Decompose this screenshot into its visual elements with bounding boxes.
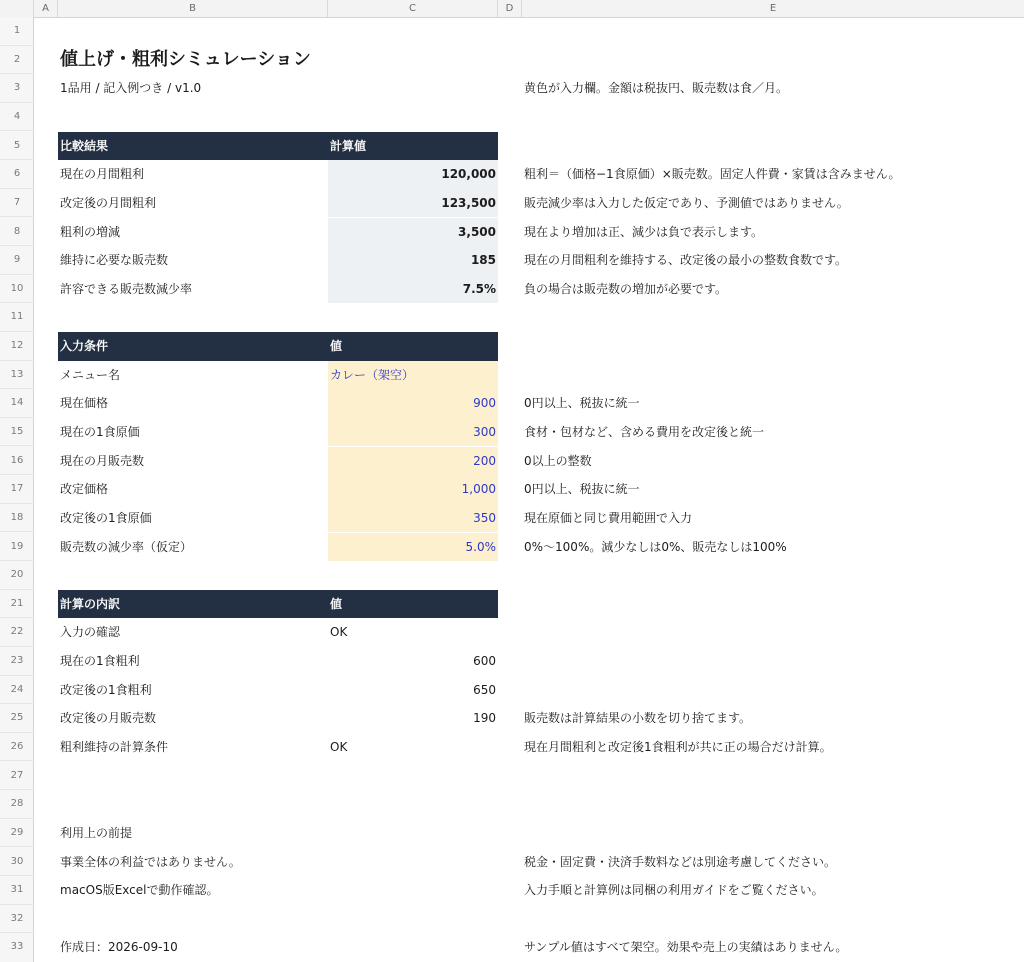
inputs-header-label[interactable]: 入力条件 <box>58 332 328 361</box>
input-label[interactable]: 販売数の減少率（仮定） <box>60 539 193 554</box>
row-header[interactable]: 9 <box>0 246 34 275</box>
input-label[interactable]: メニュー名 <box>60 367 121 382</box>
breakdown-new-unit-profit[interactable]: 650 <box>473 682 496 697</box>
row-header[interactable]: 23 <box>0 647 34 676</box>
input-label[interactable]: 現在価格 <box>60 396 109 411</box>
row-header[interactable]: 15 <box>0 418 34 447</box>
row-header-bar <box>0 17 34 962</box>
result-note[interactable]: 負の場合は販売数の増加が必要です。 <box>524 281 728 296</box>
sample-note[interactable]: サンプル値はすべて架空。効果や売上の実績はありません。 <box>524 940 848 955</box>
breakdown-label[interactable]: 粗利維持の計算条件 <box>60 739 169 754</box>
column-header[interactable]: C <box>328 0 498 17</box>
input-label[interactable]: 現在の月販売数 <box>60 453 145 468</box>
premise-line[interactable]: 事業全体の利益ではありません。 <box>60 854 241 869</box>
row-header[interactable]: 22 <box>0 618 34 647</box>
input-label[interactable]: 改定後の1食原価 <box>60 510 152 525</box>
row-header[interactable]: 14 <box>0 389 34 418</box>
breakdown-input-check[interactable]: OK <box>330 625 348 640</box>
input-note[interactable]: 現在原価と同じ費用範囲で入力 <box>524 510 693 525</box>
result-label[interactable]: 許容できる販売数減少率 <box>60 281 193 296</box>
row-header[interactable]: 18 <box>0 504 34 533</box>
row-header[interactable]: 13 <box>0 361 34 390</box>
result-note[interactable]: 粗利＝（価格−1食原価）×販売数。固定人件費・家賃は含みません。 <box>524 167 901 182</box>
result-value-allowable-decline[interactable]: 7.5% <box>328 275 498 304</box>
premise-note[interactable]: 入力手順と計算例は同梱の利用ガイドをご覧ください。 <box>524 883 824 898</box>
column-header-bar <box>0 0 1024 18</box>
row-header[interactable]: 20 <box>0 561 34 590</box>
inputs-header-value[interactable]: 値 <box>328 332 498 361</box>
row-header[interactable]: 7 <box>0 189 34 218</box>
result-value-profit-change[interactable]: 3,500 <box>328 218 498 247</box>
result-label[interactable]: 改定後の月間粗利 <box>60 195 157 210</box>
results-header-value[interactable]: 計算値 <box>328 132 498 161</box>
breakdown-note[interactable]: 販売数は計算結果の小数を切り捨てます。 <box>524 711 752 726</box>
row-header[interactable]: 4 <box>0 103 34 132</box>
row-header[interactable]: 24 <box>0 676 34 705</box>
column-header[interactable]: A <box>34 0 58 17</box>
row-header[interactable]: 25 <box>0 704 34 733</box>
column-header[interactable]: B <box>58 0 328 17</box>
breakdown-note[interactable]: 現在月間粗利と改定後1食粗利が共に正の場合だけ計算。 <box>524 739 832 754</box>
result-label[interactable]: 維持に必要な販売数 <box>60 253 169 268</box>
breakdown-new-monthly-sales[interactable]: 190 <box>473 711 496 726</box>
input-current-unit-cost[interactable]: 300 <box>328 418 498 447</box>
result-note[interactable]: 現在より増加は正、減少は負で表示します。 <box>524 224 764 239</box>
row-header[interactable]: 27 <box>0 762 34 791</box>
result-value-required-sales[interactable]: 185 <box>328 246 498 275</box>
premise-note[interactable]: 税金・固定費・決済手数料などは別途考慮してください。 <box>524 854 837 869</box>
row-header[interactable]: 11 <box>0 303 34 332</box>
breakdown-label[interactable]: 入力の確認 <box>60 625 121 640</box>
row-header[interactable]: 26 <box>0 733 34 762</box>
breakdown-label[interactable]: 改定後の月販売数 <box>60 711 157 726</box>
row-header[interactable]: 6 <box>0 160 34 189</box>
select-all-corner[interactable] <box>0 0 34 17</box>
input-note[interactable]: 食材・包材など、含める費用を改定後と統一 <box>524 424 765 439</box>
premise-label[interactable]: 利用上の前提 <box>60 825 133 840</box>
row-header[interactable]: 5 <box>0 132 34 161</box>
input-label[interactable]: 改定価格 <box>60 482 109 497</box>
input-menu-name[interactable]: カレー（架空） <box>328 361 498 390</box>
column-header[interactable]: E <box>769 3 777 14</box>
input-note[interactable]: 0円以上、税抜に統一 <box>524 396 640 411</box>
sheet-subtitle[interactable]: 1品用 / 記入例つき / v1.0 <box>60 81 202 96</box>
row-header[interactable]: 2 <box>0 46 34 75</box>
row-header[interactable]: 19 <box>0 533 34 562</box>
input-label[interactable]: 現在の1食原価 <box>60 424 140 439</box>
input-new-unit-cost[interactable]: 350 <box>328 504 498 533</box>
sheet-title[interactable]: 値上げ・粗利シミュレーション <box>60 48 311 70</box>
breakdown-header-value[interactable]: 値 <box>328 590 498 619</box>
breakdown-profit-condition[interactable]: OK <box>330 739 348 754</box>
result-value-new-profit[interactable]: 123,500 <box>328 189 498 218</box>
input-hint-note[interactable]: 黄色が入力欄。金額は税抜円、販売数は食／月。 <box>524 81 789 96</box>
breakdown-label[interactable]: 改定後の1食粗利 <box>60 682 152 697</box>
input-new-price[interactable]: 1,000 <box>328 475 498 504</box>
row-header[interactable]: 1 <box>0 17 34 46</box>
row-header[interactable]: 8 <box>0 218 34 247</box>
column-header[interactable]: D <box>498 0 522 17</box>
row-header[interactable]: 28 <box>0 790 34 819</box>
row-header[interactable]: 16 <box>0 447 34 476</box>
result-label[interactable]: 粗利の増減 <box>60 224 121 239</box>
row-header[interactable]: 10 <box>0 275 34 304</box>
created-date[interactable]: 作成日：2026-09-10 <box>60 940 178 955</box>
row-header[interactable]: 21 <box>0 590 34 619</box>
premise-line[interactable]: macOS版Excelで動作確認。 <box>60 883 219 898</box>
input-note[interactable]: 0円以上、税抜に統一 <box>524 482 640 497</box>
result-note[interactable]: 現在の月間粗利を維持する、改定後の最小の整数食数です。 <box>524 253 848 268</box>
row-header[interactable]: 30 <box>0 848 34 877</box>
breakdown-header-label[interactable]: 計算の内訳 <box>58 590 328 619</box>
result-note[interactable]: 販売減少率は入力した仮定であり、予測値ではありません。 <box>524 195 849 210</box>
results-header-label[interactable]: 比較結果 <box>58 132 328 161</box>
result-value-current-profit[interactable]: 120,000 <box>328 160 498 189</box>
row-header[interactable]: 33 <box>10 941 24 953</box>
input-note[interactable]: 0以上の整数 <box>524 453 592 468</box>
row-header[interactable]: 32 <box>0 905 34 934</box>
row-header[interactable]: 31 <box>0 876 34 905</box>
input-note[interactable]: 0%〜100%。減少なしは0%、販売なしは100% <box>524 539 787 554</box>
input-current-monthly-sales[interactable]: 200 <box>328 447 498 476</box>
breakdown-label[interactable]: 現在の1食粗利 <box>60 654 140 668</box>
row-header[interactable]: 3 <box>0 74 34 103</box>
result-label[interactable]: 現在の月間粗利 <box>60 167 145 182</box>
breakdown-current-unit-profit[interactable]: 600 <box>473 654 496 668</box>
row-header[interactable]: 17 <box>0 475 34 504</box>
row-header[interactable]: 29 <box>0 819 34 848</box>
input-current-price[interactable]: 900 <box>328 389 498 418</box>
input-sales-decline-rate[interactable]: 5.0% <box>328 533 498 562</box>
row-header[interactable]: 12 <box>0 332 34 361</box>
